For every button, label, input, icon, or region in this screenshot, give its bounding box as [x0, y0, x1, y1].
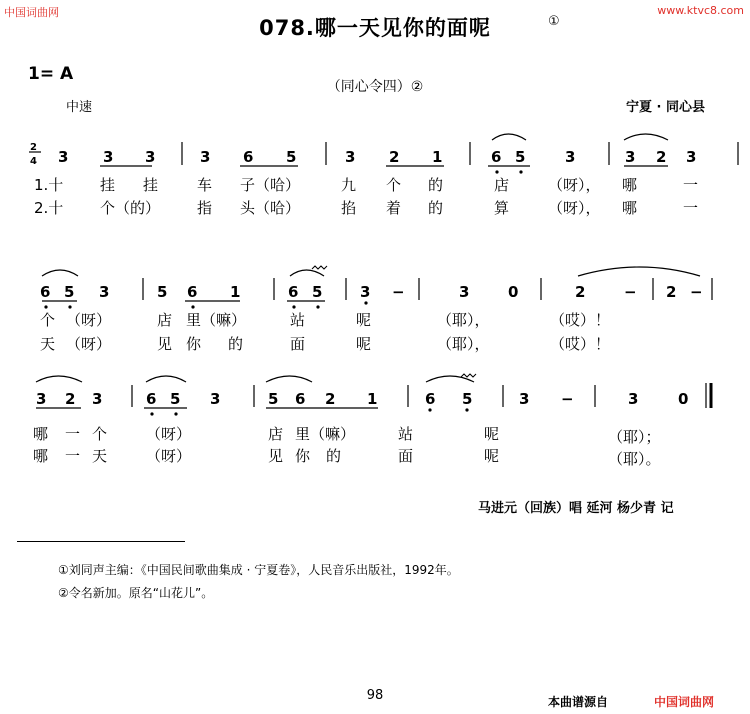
lyric: 呢: [484, 447, 500, 465]
note: 3: [103, 148, 114, 166]
lyric: 站: [398, 425, 414, 443]
credits: 马进元（回族）唱 延河 杨少青 记: [478, 501, 674, 516]
lyric: 里（嘛）: [186, 311, 247, 329]
page-number: 98: [366, 688, 384, 703]
footnote-divider: [17, 541, 185, 542]
lyric: 车: [197, 176, 213, 194]
lyric: 着: [386, 199, 402, 217]
lyric: （耶），: [437, 311, 490, 329]
note: 3: [99, 283, 110, 301]
note: 5: [157, 283, 168, 301]
note: 2: [666, 283, 677, 301]
note: 5: [462, 390, 473, 408]
note: 3: [58, 148, 69, 166]
lyric: 个: [92, 425, 108, 443]
lyric: 算: [494, 199, 510, 217]
lyric: 站: [290, 311, 306, 329]
note: 5: [170, 390, 181, 408]
lyric: （呀），: [548, 176, 601, 194]
note: 2: [656, 148, 667, 166]
note: 6: [491, 148, 502, 166]
lyric: （耶），: [437, 335, 490, 353]
note: 3: [145, 148, 156, 166]
lyric: 店: [494, 176, 510, 194]
note: 6: [146, 390, 157, 408]
watermark-right: www.ktvc8.com: [657, 4, 744, 17]
lyric: （呀）: [66, 335, 112, 353]
lyric: 一: [683, 199, 699, 217]
lyric: 哪: [622, 199, 638, 217]
lyric: （呀）: [66, 311, 112, 329]
lyric: 掐: [341, 199, 357, 217]
source-site-link[interactable]: 中国词曲网: [654, 695, 715, 709]
lyric: 子（哈）: [240, 176, 301, 194]
lyric: 一: [65, 425, 81, 443]
lyric: 哪: [33, 425, 49, 443]
note: 3: [200, 148, 211, 166]
lyric: 见: [157, 335, 173, 353]
note: 3: [360, 283, 371, 301]
note: 3: [92, 390, 103, 408]
note: 5: [64, 283, 75, 301]
note: 2: [325, 390, 336, 408]
watermark-left: 中国词曲网: [4, 6, 59, 19]
song-title: 078.哪一天见你的面呢: [259, 16, 491, 40]
note: −: [624, 283, 637, 301]
note: 3: [519, 390, 530, 408]
lyric: 里（嘛）: [295, 425, 356, 443]
lyric: （耶）。: [608, 450, 661, 468]
note: 5: [268, 390, 279, 408]
key-signature: 1= A: [28, 64, 74, 84]
note: 5: [286, 148, 297, 166]
note: 2: [389, 148, 400, 166]
lyric: 店: [157, 311, 173, 329]
lyric: 你: [295, 447, 311, 465]
note: 3: [625, 148, 636, 166]
subtitle: （同心令四）②: [326, 79, 424, 95]
lyric: 个（的）: [100, 199, 161, 217]
note: 1: [230, 283, 241, 301]
lyric: 2.十: [34, 199, 64, 217]
lyric: （呀），: [548, 199, 601, 217]
lyric: 头（哈）: [240, 199, 301, 217]
time-signature-bottom: 4: [30, 156, 37, 167]
lyric: （呀）: [146, 425, 192, 443]
note: 3: [36, 390, 47, 408]
lyric: 店: [268, 425, 284, 443]
lyric: 个: [40, 311, 56, 329]
footnote-1: ①刘同声主编：《中国民间歌曲集成 · 宁夏卷》，人民音乐出版社，1992年。: [58, 563, 459, 577]
lyric: 呢: [356, 335, 372, 353]
source-label: 本曲谱源自: [548, 695, 609, 709]
note: 6: [40, 283, 51, 301]
lyric: （耶）；: [608, 428, 661, 446]
note: 3: [565, 148, 576, 166]
lyric: 的: [326, 447, 342, 465]
lyric: 九: [341, 176, 357, 194]
lyric: 一: [683, 176, 699, 194]
lyric: 见: [268, 447, 284, 465]
lyric: 挂: [100, 176, 116, 194]
lyric: 指: [197, 199, 213, 217]
note: 3: [210, 390, 221, 408]
note: 1: [432, 148, 443, 166]
lyric: 哪: [33, 447, 49, 465]
note: −: [561, 390, 574, 408]
note: 2: [65, 390, 76, 408]
lyric: （呀）: [146, 447, 192, 465]
note: 0: [678, 390, 689, 408]
lyric: （哎）！: [550, 311, 611, 329]
lyric: 的: [228, 335, 244, 353]
lyric: 一: [65, 447, 81, 465]
note: 1: [367, 390, 378, 408]
lyric: 天: [92, 447, 108, 465]
lyric: 面: [398, 447, 414, 465]
note: 6: [243, 148, 254, 166]
note: −: [392, 283, 405, 301]
note: 3: [628, 390, 639, 408]
lyric: 哪: [622, 176, 638, 194]
note: 6: [425, 390, 436, 408]
lyric: 1.十: [34, 176, 64, 194]
lyric: 呢: [356, 311, 372, 329]
note: 6: [187, 283, 198, 301]
lyric: 的: [428, 176, 444, 194]
lyric: 的: [428, 199, 444, 217]
note: 2: [575, 283, 586, 301]
note: −: [690, 283, 703, 301]
footnote-2: ②令名新加。原名“山花儿”。: [58, 586, 214, 600]
note: 5: [515, 148, 526, 166]
title-footnote-marker: ①: [548, 14, 560, 29]
note: 3: [345, 148, 356, 166]
note: 3: [459, 283, 470, 301]
note: 0: [508, 283, 519, 301]
note: 6: [288, 283, 299, 301]
note: 3: [686, 148, 697, 166]
lyric: 你: [186, 335, 202, 353]
lyric: 天: [40, 335, 56, 353]
lyric: （哎）！: [550, 335, 611, 353]
tempo-marking: 中速: [66, 100, 93, 115]
lyric: 呢: [484, 425, 500, 443]
lyric: 个: [386, 176, 402, 194]
note: 5: [312, 283, 323, 301]
lyric: 面: [290, 335, 306, 353]
lyric: 挂: [143, 176, 159, 194]
song-origin: 宁夏 · 同心县: [626, 100, 705, 115]
note: 6: [295, 390, 306, 408]
time-signature-top: 2: [30, 142, 37, 153]
